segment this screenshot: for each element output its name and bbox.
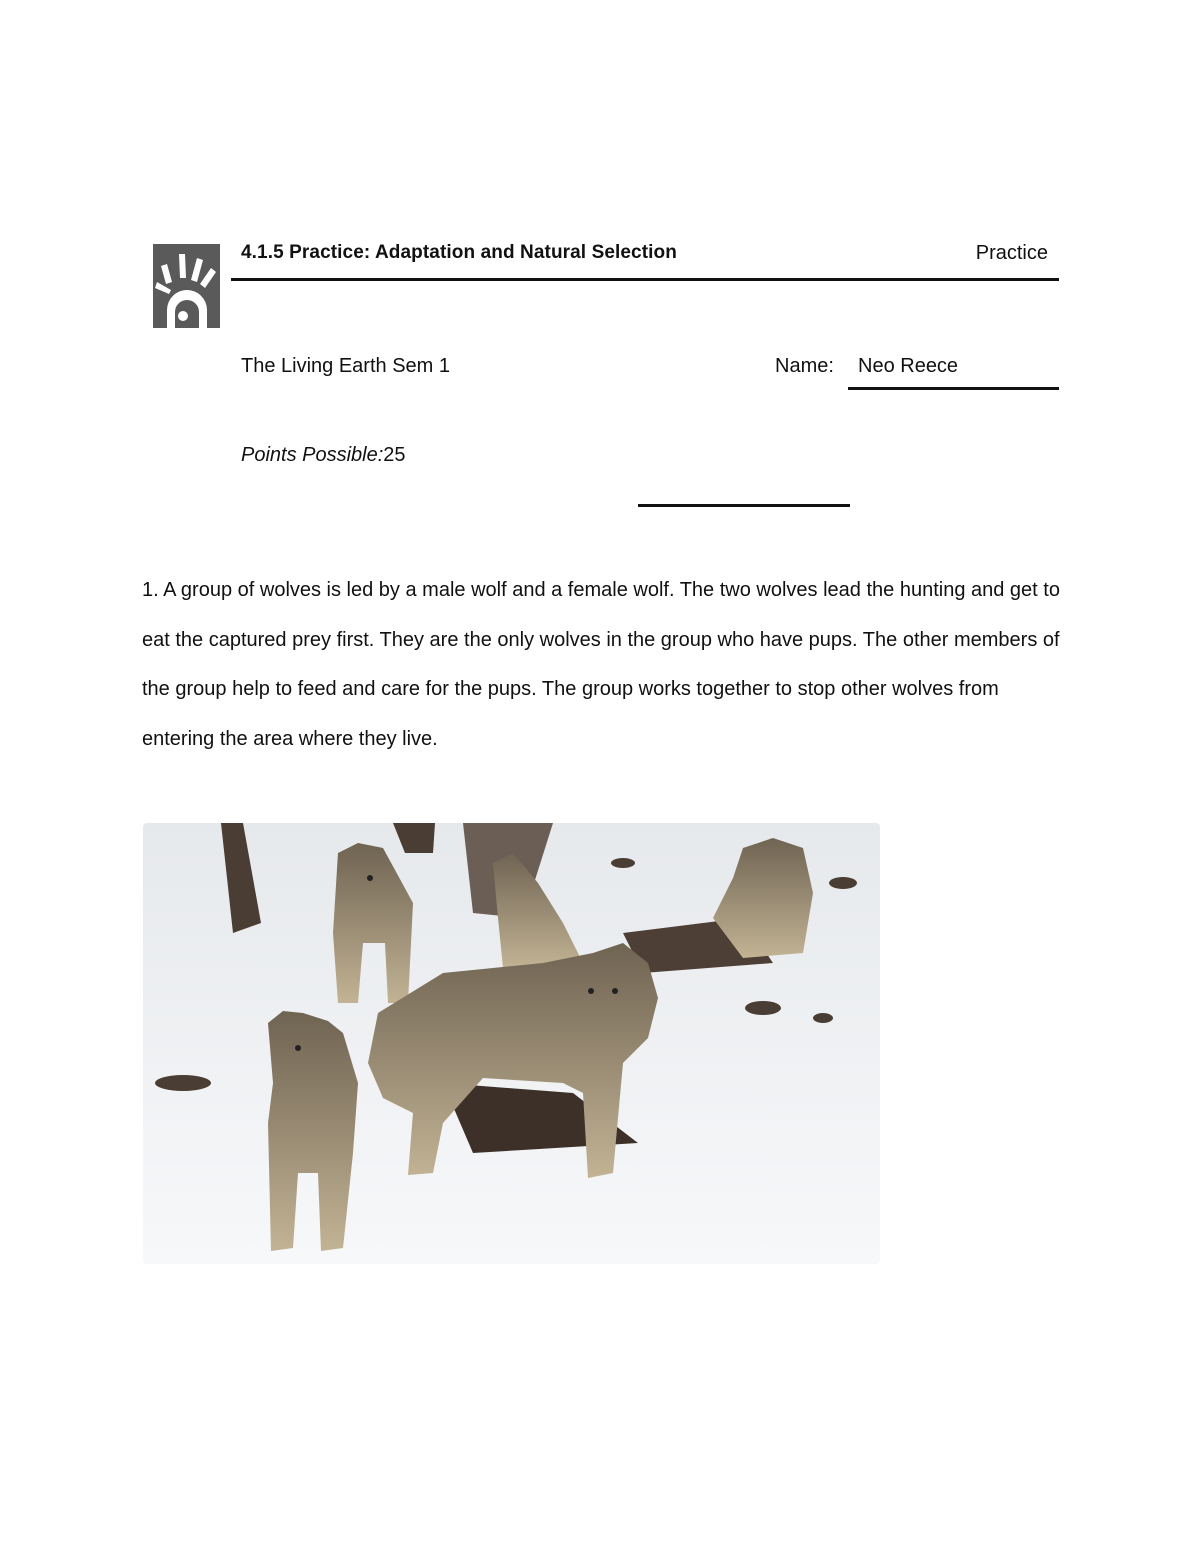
score-blank-line (638, 504, 850, 507)
assignment-type-label: Practice (975, 242, 1048, 264)
name-underline (848, 387, 1059, 390)
points-value: 25 (383, 444, 406, 466)
points-possible (241, 444, 406, 467)
points-label: Points Possible: (241, 444, 384, 466)
sun-bulb-logo-icon (153, 244, 220, 328)
student-name: Neo Reece (858, 355, 959, 377)
wolf-pack-photo (143, 823, 880, 1264)
title-divider (231, 278, 1059, 281)
assignment-title: 4.1.5 Practice: Adaptation and Natural Selection (241, 242, 677, 263)
name-label: Name: (775, 355, 834, 377)
course-name: The Living Earth Sem 1 (241, 355, 450, 377)
question-1-text: 1. A group of wolves is led by a male wolf and a female wolf. The two wolves lead the hunting and get to eat the captured prey first. They are the only wolves in the group who have pups. The other members of the group help to feed and care for the pups. The group works together to stop other wolves from entering the area where they live. (142, 579, 1060, 750)
